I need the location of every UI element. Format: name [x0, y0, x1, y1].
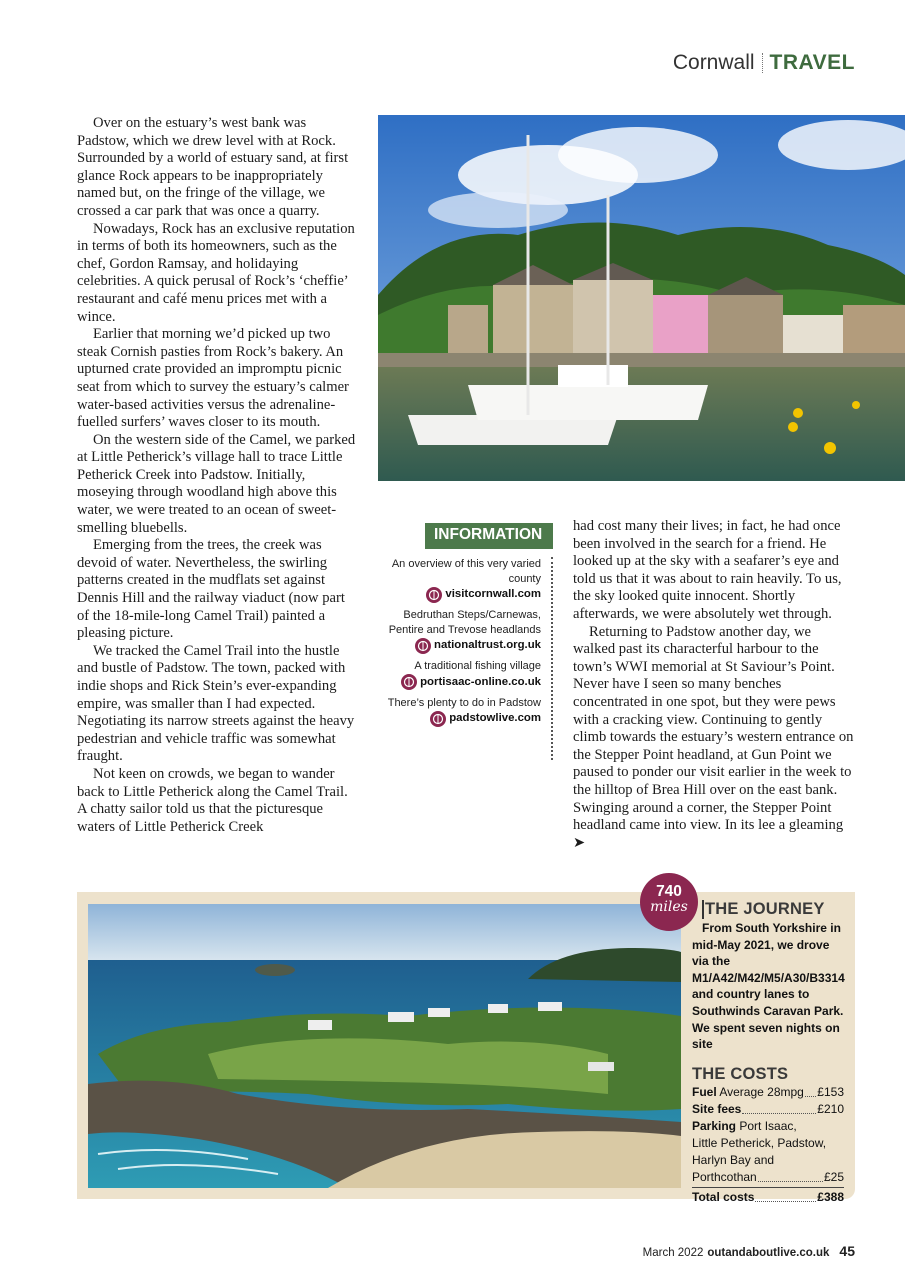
info-description: A traditional fishing village — [414, 660, 541, 672]
page-number: 45 — [839, 1243, 855, 1259]
costs-title: THE COSTS — [692, 1064, 789, 1083]
coast-illustration — [88, 904, 681, 1188]
website-link[interactable]: outandaboutlive.co.uk — [707, 1247, 830, 1259]
info-description: Bedruthan Steps/Carnewas, Pentire and Trevose headlands — [388, 609, 541, 636]
paragraph: Nowadays, Rock has an exclusive reputation in terms of both its homeowners, such as the chef, Gordon Ramsay, and holidaying celebrities. A quick perusal of Rock’s ‘cheffie’ restaurant and café menu prices met with a wince. — [77, 220, 355, 325]
information-list — [383, 557, 553, 760]
information-box — [383, 523, 553, 760]
distance-unit: miles — [650, 899, 688, 915]
info-link[interactable] — [383, 586, 541, 603]
header-divider — [762, 53, 763, 73]
issue-date: March 2022 — [642, 1247, 704, 1259]
coastline-photo — [88, 904, 681, 1188]
leader-dots — [758, 1181, 823, 1182]
info-link-text[interactable]: portisaac-online.co.uk — [420, 675, 541, 688]
web-link-icon — [415, 638, 431, 654]
journey-title: THE JOURNEY — [702, 900, 844, 919]
cost-detail: Little Petherick, Padstow, — [692, 1135, 827, 1150]
info-item-visitcornwall — [383, 557, 541, 603]
cost-detail: Port Isaac, — [739, 1118, 797, 1133]
page-footer — [643, 1243, 855, 1259]
cost-detail: Porthcothan — [692, 1169, 757, 1184]
info-item-nationaltrust — [383, 608, 541, 654]
cost-amount: £25 — [823, 1169, 844, 1184]
harbour-illustration — [378, 115, 905, 481]
journey-text: From South Yorkshire in mid-May 2021, we drove via the M1/A42/M42/M5/A30/B3314 and country lanes to Southwinds Caravan Park. We spent seven nights on site — [692, 921, 845, 1052]
article-left-column — [77, 115, 359, 836]
cost-row-site — [692, 1101, 844, 1118]
paragraph: Over on the estuary’s west bank was Padstow, which we drew level with at Rock. Surrounded by a world of estuary sand, at first glance Rock appears to be inappropriately named but, on the fringe of the village, we crossed a car park that was once a quarry. — [77, 115, 349, 219]
page-header — [673, 50, 855, 76]
category-label: TRAVEL — [769, 51, 855, 74]
article-right-column — [573, 518, 855, 852]
cost-detail: Average 28mpg — [719, 1084, 804, 1099]
cost-detail: Harlyn Bay and — [692, 1152, 775, 1167]
paragraph: Emerging from the trees, the creek was devoid of water. Nevertheless, the swirling patterns created in the mudflats set against Dennis Hill and the railway viaduct (now part of the 18-mile-long Camel Trail) painted a pleasing picture. — [77, 537, 345, 642]
cost-amount: £210 — [817, 1101, 844, 1116]
info-description: An overview of this very varied county — [391, 558, 541, 585]
info-link-text[interactable]: padstowlive.com — [449, 712, 541, 724]
cost-row-parking — [692, 1118, 844, 1186]
cost-row-total — [692, 1187, 844, 1206]
cost-amount: £388 — [817, 1189, 844, 1204]
leader-dots — [805, 1096, 816, 1097]
cost-label: Site fees — [692, 1101, 742, 1116]
info-item-portisaac — [383, 659, 541, 691]
journey-costs-sidebar — [692, 900, 844, 1206]
paragraph: On the western side of the Camel, we parked at Little Petherick’s village hall to trace Little Petherick Creek into Padstow. Initially, moseying through woodland high above this water, we were treated to an ocean of sweet-smelling bluebells. — [77, 431, 356, 536]
info-link[interactable] — [383, 674, 541, 691]
leader-dots — [755, 1201, 816, 1202]
info-link[interactable] — [383, 637, 541, 654]
distance-number: 740 — [656, 883, 682, 900]
info-item-padstowlive — [383, 696, 541, 728]
info-description: There’s plenty to do in Padstow — [387, 696, 541, 709]
cost-label: Total costs — [692, 1189, 755, 1204]
padstow-harbour-photo — [378, 115, 905, 481]
paragraph: had cost many their lives; in fact, he had once been involved in the search for a friend. He looked up at the sky with a seafarer’s eye and told us that it was about to rain heavily. To us, the sky looked quite innocent. Shortly afterwards, we were absolutely wet through. — [573, 518, 842, 622]
web-link-icon — [401, 674, 417, 690]
cost-label: Fuel — [692, 1084, 717, 1099]
cost-amount: £153 — [817, 1084, 844, 1099]
paragraph: Returning to Padstow another day, we walked past its characterful harbour to the town’s WWI memorial at St Saviour’s Point. Never have I seen so many benches concentrated in one spot, but they were pews with a cracking view. Continuing to gently climb towards the estuary’s western entrance on the Stepper Point headland, at Gun Point we paused to ponder our visit earlier in the week to the hilltop of Brea Hill over on the east bank. Swinging around a corner, the Stepper Point headland came into view. In its lee a gleaming ➤ — [573, 623, 854, 851]
info-link-text[interactable]: nationaltrust.org.uk — [434, 639, 541, 651]
web-link-icon — [426, 587, 442, 603]
distance-badge — [640, 873, 698, 931]
leader-dots — [742, 1113, 816, 1114]
cost-label: Parking — [692, 1118, 737, 1133]
web-link-icon — [430, 711, 446, 727]
cost-row-fuel — [692, 1084, 844, 1101]
section-label: Cornwall — [672, 51, 755, 74]
info-link-text[interactable]: visitcornwall.com — [445, 588, 541, 600]
info-link[interactable] — [383, 710, 541, 727]
paragraph: Earlier that morning we’d picked up two steak Cornish pasties from Rock’s bakery. An upturned crate provided an impromptu picnic seat from which to survey the estuary’s calmer water-based activities versus the adrenaline-fuelled surfers’ waves closer to its mouth. — [77, 326, 349, 431]
paragraph: We tracked the Camel Trail into the hustle and bustle of Padstow. The town, packed with indie shops and Rick Stein’s ever-expanding empire, was smaller than I had expected. Negotiating its narrow streets against the heavy pedestrian and vehicle traffic was somewhat fraught. — [77, 642, 355, 765]
paragraph: Not keen on crowds, we began to wander back to Little Petherick along the Camel Trail. A chatty sailor told us that the picturesque waters of Little Petherick Creek — [77, 765, 348, 835]
information-heading: INFORMATION — [425, 523, 553, 549]
